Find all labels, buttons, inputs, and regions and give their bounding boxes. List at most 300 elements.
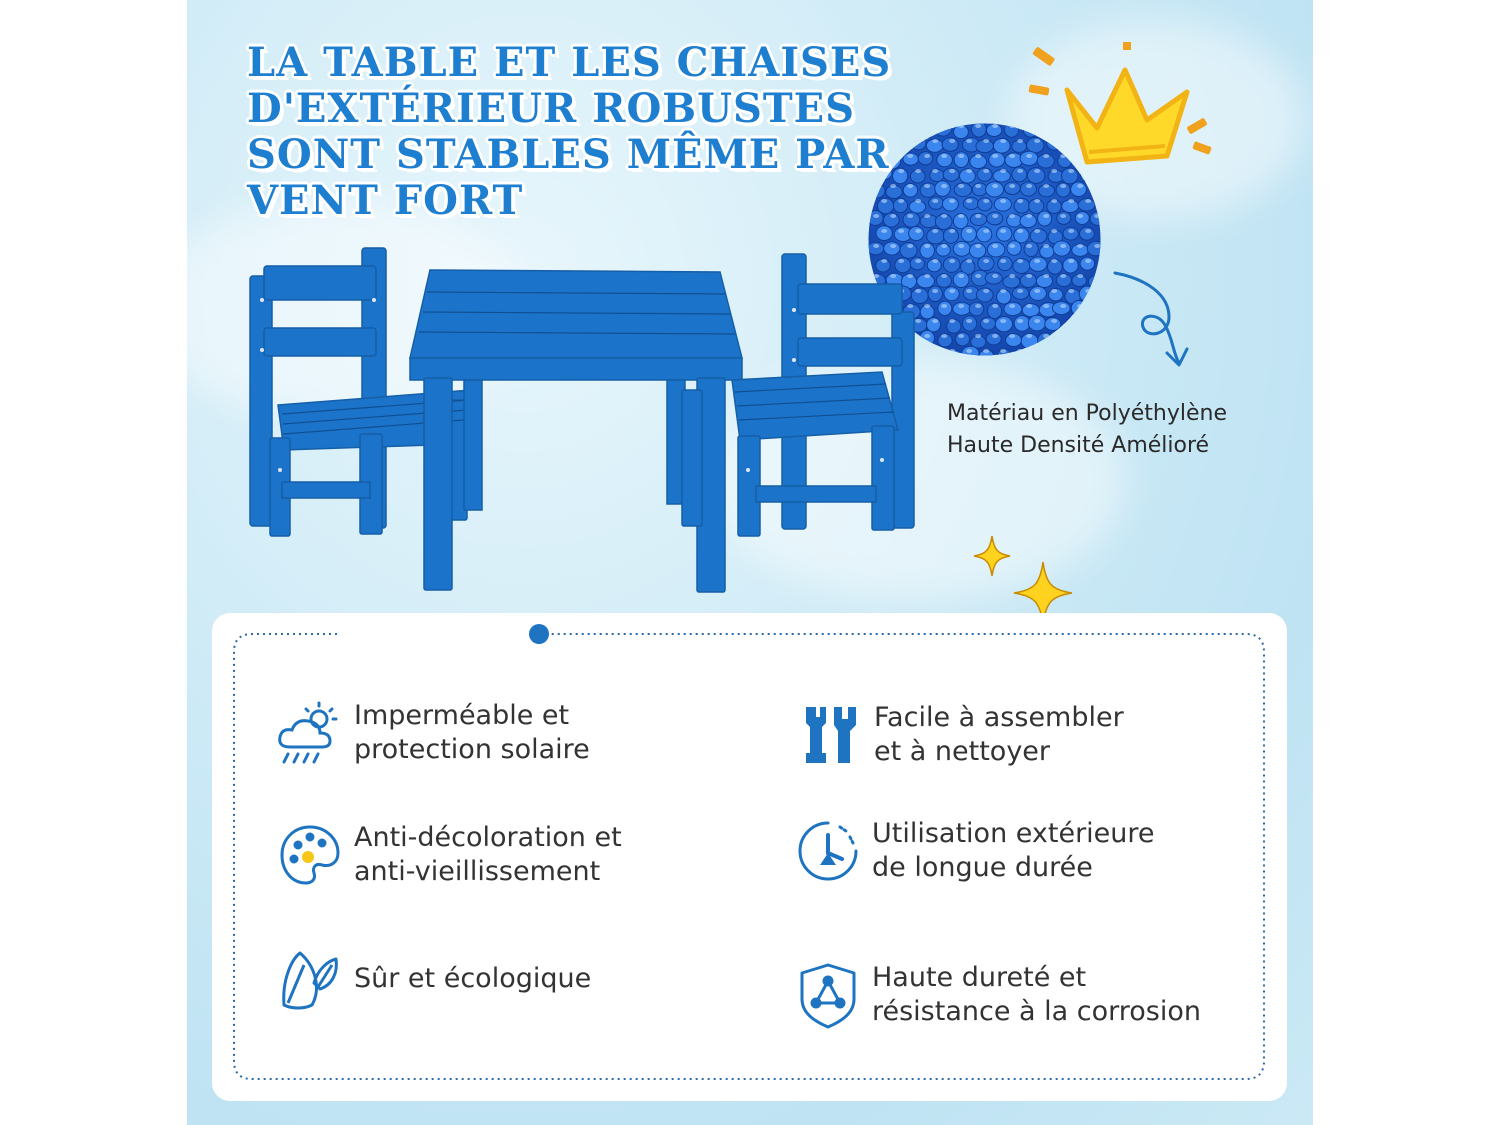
pellet	[867, 211, 883, 226]
pellet-highlight	[1009, 244, 1015, 248]
pellet-highlight	[966, 139, 972, 143]
pellet	[1087, 241, 1102, 256]
pellet	[1038, 211, 1052, 226]
pellet-highlight	[1017, 169, 1023, 173]
pellet-highlight	[1051, 259, 1057, 263]
pellet	[1031, 349, 1045, 357]
pellet	[870, 184, 885, 198]
pellet-highlight	[983, 169, 989, 173]
pellet-highlight	[949, 319, 955, 323]
pellet	[962, 316, 976, 331]
feature-long-lasting	[792, 815, 1155, 887]
leaf-icon	[274, 943, 346, 1015]
pellet-highlight	[1060, 244, 1066, 248]
pellet-highlight	[983, 289, 989, 293]
pellet	[1012, 287, 1028, 300]
pellet-highlight	[975, 184, 981, 188]
pellet	[942, 197, 958, 211]
pellet-highlight	[932, 169, 938, 173]
feature-line: Facile à assembler	[874, 702, 1124, 733]
panel-dot	[529, 624, 549, 644]
pellet-highlight	[1043, 184, 1049, 188]
pellet-highlight	[958, 244, 964, 248]
pellet	[1073, 334, 1089, 346]
feature-easy-assembly	[794, 699, 1124, 771]
pellet-highlight	[1068, 139, 1074, 143]
pellet-highlight	[1077, 124, 1083, 128]
pellet-highlight	[1085, 319, 1091, 323]
pellet-highlight	[1077, 214, 1083, 218]
feature-line: Utilisation extérieure	[872, 818, 1155, 849]
pellet-highlight	[1009, 334, 1015, 338]
pellet	[1087, 332, 1102, 345]
pellet	[1046, 346, 1061, 357]
features-panel	[212, 613, 1287, 1101]
pellet-highlight	[1043, 304, 1049, 308]
pellet-highlight	[1043, 334, 1049, 338]
pellet-highlight	[966, 349, 972, 353]
pellet-highlight	[1000, 319, 1006, 323]
pellet-highlight	[898, 169, 904, 173]
pellet-highlight	[958, 274, 964, 278]
pellet	[1040, 124, 1055, 137]
pellet-highlight	[1009, 184, 1015, 188]
pellet-highlight	[898, 199, 904, 203]
pellet	[1088, 154, 1102, 166]
pellet-highlight	[1085, 199, 1091, 203]
pellet-highlight	[949, 349, 955, 353]
pellet-highlight	[873, 214, 879, 218]
pellet-highlight	[966, 199, 972, 203]
pellet	[997, 226, 1012, 241]
caption-line: Haute Densité Amélioré	[947, 433, 1210, 458]
headline-line: SONT STABLES MÊME PAR	[247, 131, 890, 178]
pellet	[961, 226, 976, 242]
pellet-highlight	[898, 139, 904, 143]
pellet-highlight	[958, 334, 964, 338]
pellet-highlight	[1085, 139, 1091, 143]
pellet-highlight	[924, 184, 930, 188]
pellet-highlight	[1085, 349, 1091, 353]
palette-icon	[274, 819, 346, 891]
pellet	[929, 197, 944, 209]
pellet-highlight	[1085, 229, 1091, 233]
pellet-highlight	[881, 199, 887, 203]
pellet	[1057, 212, 1071, 225]
pellet-highlight	[992, 304, 998, 308]
pellet-highlight	[941, 244, 947, 248]
pellet-highlight	[1009, 154, 1015, 158]
pellet-highlight	[1094, 154, 1100, 158]
pellet-highlight	[1094, 334, 1100, 338]
pellet	[1029, 286, 1046, 300]
pellet	[911, 136, 926, 149]
pellet-highlight	[966, 229, 972, 233]
pellet-highlight	[1017, 349, 1023, 353]
pellet-highlight	[1009, 214, 1015, 218]
pellet-highlight	[1077, 244, 1083, 248]
pellet-highlight	[1043, 244, 1049, 248]
pellet	[918, 152, 933, 165]
pellet-highlight	[1077, 184, 1083, 188]
pellet-highlight	[898, 229, 904, 233]
pellet-highlight	[890, 154, 896, 158]
pellet-highlight	[958, 154, 964, 158]
pellet-highlight	[992, 244, 998, 248]
pellet	[1023, 123, 1038, 137]
pellet-highlight	[975, 334, 981, 338]
pellet-highlight	[1000, 229, 1006, 233]
pellet-highlight	[924, 214, 930, 218]
pellet-highlight	[1017, 139, 1023, 143]
pellet-highlight	[1068, 319, 1074, 323]
pellet-highlight	[1094, 304, 1100, 308]
pellet	[938, 301, 952, 315]
pellet	[901, 125, 918, 137]
pellet-highlight	[1094, 244, 1100, 248]
pellet-highlight	[1009, 124, 1015, 128]
pellet-highlight	[932, 349, 938, 353]
pellet-highlight	[1034, 199, 1040, 203]
pellet-highlight	[983, 259, 989, 263]
pellet	[980, 317, 995, 330]
pellet-highlight	[1026, 304, 1032, 308]
feature-line: de longue durée	[872, 852, 1093, 883]
pellet	[1092, 181, 1102, 196]
pellet-highlight	[949, 289, 955, 293]
pellet-highlight	[941, 214, 947, 218]
pellet-highlight	[1051, 199, 1057, 203]
pellet-highlight	[992, 274, 998, 278]
pellet-highlight	[1043, 214, 1049, 218]
pellet-highlight	[1000, 289, 1006, 293]
pellet-highlight	[932, 259, 938, 263]
pellet-highlight	[992, 214, 998, 218]
feature-line: Imperméable et	[354, 700, 570, 731]
pellet	[1014, 316, 1030, 332]
pellet	[1079, 137, 1095, 149]
feature-line: anti-vieillissement	[354, 856, 601, 887]
pellet-highlight	[915, 229, 921, 233]
pellet	[1080, 348, 1098, 357]
pellet-highlight	[1085, 169, 1091, 173]
pellet	[1074, 122, 1090, 136]
pellet-highlight	[881, 169, 887, 173]
pellet-highlight	[941, 154, 947, 158]
pellet	[876, 167, 892, 180]
pellet-highlight	[949, 259, 955, 263]
pellet-highlight	[924, 154, 930, 158]
pellet-highlight	[915, 199, 921, 203]
pellet-highlight	[983, 229, 989, 233]
pellet-highlight	[1077, 154, 1083, 158]
pellet	[1004, 122, 1018, 137]
pellet-highlight	[1034, 289, 1040, 293]
pellet-highlight	[1026, 244, 1032, 248]
pellet-highlight	[975, 274, 981, 278]
pellet-highlight	[1026, 124, 1032, 128]
pellet	[935, 181, 951, 197]
pellet-highlight	[1094, 274, 1100, 278]
pellet-highlight	[1009, 304, 1015, 308]
pellet-highlight	[932, 199, 938, 203]
pellet	[1028, 315, 1045, 331]
pellet-highlight	[975, 244, 981, 248]
spark-icon	[1192, 141, 1212, 155]
pellet	[878, 136, 893, 151]
sun-cloud-rain-icon	[274, 697, 346, 769]
pellet	[1071, 182, 1087, 197]
pellet-highlight	[890, 184, 896, 188]
pellet-highlight	[1017, 229, 1023, 233]
pellet-highlight	[890, 214, 896, 218]
pellet-highlight	[1034, 139, 1040, 143]
pellet-highlight	[890, 124, 896, 128]
pellet-highlight	[1060, 154, 1066, 158]
pellet	[885, 153, 900, 169]
pellet-highlight	[1043, 274, 1049, 278]
pellet-highlight	[975, 214, 981, 218]
pellet-highlight	[1034, 259, 1040, 263]
pellet	[978, 256, 994, 271]
pellet-highlight	[1094, 184, 1100, 188]
pellet-highlight	[949, 199, 955, 203]
pellet-highlight	[975, 154, 981, 158]
feature-line: résistance à la corrosion	[872, 996, 1202, 1027]
feature-line: protection solaire	[354, 734, 590, 765]
pellet-highlight	[1051, 139, 1057, 143]
pellet-highlight	[1000, 169, 1006, 173]
pellet-highlight	[966, 289, 972, 293]
pellet	[869, 124, 883, 137]
clock-icon	[792, 815, 864, 887]
pellet-highlight	[1009, 274, 1015, 278]
pellet-highlight	[1068, 199, 1074, 203]
pellet-highlight	[1094, 214, 1100, 218]
headline-line: D'EXTÉRIEUR ROBUSTES	[247, 85, 856, 132]
pellet	[969, 302, 984, 316]
pellet-highlight	[958, 184, 964, 188]
pellet	[1057, 332, 1074, 346]
spark-icon	[1186, 118, 1207, 135]
pellet	[1029, 257, 1047, 272]
pellet-highlight	[1085, 259, 1091, 263]
pellet-highlight	[1026, 334, 1032, 338]
pellet-highlight	[1060, 304, 1066, 308]
pellet	[953, 241, 970, 256]
feature-line: Sûr et écologique	[354, 963, 592, 994]
sparkle-icon	[972, 534, 1012, 578]
pellet-highlight	[1051, 319, 1057, 323]
pellet-highlight	[1060, 274, 1066, 278]
pellet-highlight	[873, 154, 879, 158]
spark-icon	[1123, 42, 1131, 50]
pellet-highlight	[949, 169, 955, 173]
pellet	[876, 226, 892, 241]
pellet	[1063, 349, 1080, 357]
pellet	[995, 316, 1012, 331]
curly-arrow-icon	[1107, 265, 1197, 375]
pellet-highlight	[1077, 304, 1083, 308]
pellet-highlight	[1051, 349, 1057, 353]
pellet-highlight	[1068, 349, 1074, 353]
pellet-highlight	[992, 124, 998, 128]
pellet-highlight	[1068, 289, 1074, 293]
feature-waterproof	[274, 697, 590, 769]
pellet-highlight	[881, 139, 887, 143]
pellet-highlight	[1077, 274, 1083, 278]
pellet	[894, 139, 911, 154]
pellet-highlight	[1026, 184, 1032, 188]
pellet	[1063, 136, 1078, 151]
pellet-highlight	[1034, 319, 1040, 323]
pellet-highlight	[1000, 259, 1006, 263]
pellet	[963, 197, 978, 209]
pellet-highlight	[975, 304, 981, 308]
pellet-highlight	[915, 139, 921, 143]
pellet-highlight	[941, 184, 947, 188]
pellet-highlight	[1000, 139, 1006, 143]
pellet	[1071, 301, 1086, 316]
pellet-highlight	[1051, 229, 1057, 233]
headline-line: LA TABLE ET LES CHAISES	[247, 39, 892, 86]
pellet-highlight	[941, 304, 947, 308]
pellet-highlight	[1060, 214, 1066, 218]
pellet-highlight	[907, 124, 913, 128]
pellet-highlight	[1017, 319, 1023, 323]
pellet-highlight	[983, 139, 989, 143]
spark-icon	[1032, 46, 1055, 66]
caption-line: Matériau en Polyéthylène	[947, 401, 1227, 426]
headline	[247, 39, 892, 224]
pellet-highlight	[941, 274, 947, 278]
pellet	[1080, 227, 1095, 240]
pellet-highlight	[873, 184, 879, 188]
pellet	[1004, 182, 1020, 195]
product-poster	[187, 0, 1313, 1125]
pellet-highlight	[1068, 229, 1074, 233]
wrench-icon	[794, 699, 866, 771]
pellet-highlight	[1060, 334, 1066, 338]
pellet-highlight	[873, 124, 879, 128]
pellet-highlight	[992, 334, 998, 338]
pellet	[909, 227, 924, 241]
pellet-highlight	[966, 169, 972, 173]
pellet-highlight	[941, 124, 947, 128]
pellet-highlight	[1034, 349, 1040, 353]
pellet	[1089, 302, 1102, 317]
pellet-highlight	[1085, 289, 1091, 293]
pellet	[919, 124, 934, 138]
material-caption	[947, 398, 1307, 462]
pellet-highlight	[1043, 124, 1049, 128]
pellet-highlight	[1017, 259, 1023, 263]
pellet	[1079, 286, 1095, 302]
pellet-highlight	[958, 304, 964, 308]
pellet-highlight	[992, 154, 998, 158]
pellet-highlight	[1034, 229, 1040, 233]
pellet-highlight	[958, 124, 964, 128]
pellet-highlight	[881, 229, 887, 233]
pellet-highlight	[966, 319, 972, 323]
pellet-highlight	[1051, 169, 1057, 173]
pellet-highlight	[1026, 214, 1032, 218]
pellet-highlight	[1094, 124, 1100, 128]
pellet-highlight	[983, 199, 989, 203]
pellet-highlight	[1017, 289, 1023, 293]
pellet	[998, 257, 1013, 271]
pellet-highlight	[907, 214, 913, 218]
pellet-highlight	[1060, 124, 1066, 128]
pellet-highlight	[932, 319, 938, 323]
pellet	[1090, 212, 1102, 226]
pellet-highlight	[1000, 199, 1006, 203]
pellet-highlight	[924, 124, 930, 128]
pellet-highlight	[932, 229, 938, 233]
pellet	[1024, 241, 1038, 256]
shield-icon	[792, 959, 864, 1031]
feature-hardness	[792, 959, 1201, 1031]
pellet-highlight	[949, 229, 955, 233]
pellet	[867, 154, 882, 166]
spark-icon	[1028, 84, 1049, 95]
feature-eco-friendly	[274, 943, 591, 1015]
feature-line: Anti-décoloration et	[354, 822, 622, 853]
pellet	[1080, 166, 1095, 182]
pellet	[944, 287, 959, 301]
pellet	[1052, 302, 1070, 315]
pellet	[1080, 257, 1095, 270]
pellet-highlight	[1060, 184, 1066, 188]
pellet-highlight	[1017, 199, 1023, 203]
feature-anti-fading	[274, 819, 622, 891]
pellet	[1088, 275, 1102, 288]
pellet-highlight	[1034, 169, 1040, 173]
pellet-highlight	[1077, 334, 1083, 338]
pellet-highlight	[1051, 289, 1057, 293]
pellet-highlight	[932, 139, 938, 143]
pellet-highlight	[992, 184, 998, 188]
pellet	[884, 122, 902, 135]
pellet	[1053, 241, 1070, 256]
pellet-highlight	[1026, 274, 1032, 278]
pellet	[1020, 182, 1036, 196]
pellet-highlight	[1068, 169, 1074, 173]
pellet	[1054, 122, 1070, 136]
pellet-highlight	[907, 154, 913, 158]
pellet-highlight	[1026, 154, 1032, 158]
pellet	[987, 212, 1003, 225]
pellet	[1081, 316, 1098, 331]
pellet-highlight	[958, 214, 964, 218]
pellet	[985, 272, 1002, 284]
pellet	[1091, 123, 1102, 136]
headline-line: VENT FORT	[247, 177, 524, 224]
pellet-highlight	[983, 319, 989, 323]
pellet	[934, 122, 952, 136]
table-and-chairs-image	[242, 240, 932, 610]
pellet-highlight	[966, 259, 972, 263]
pellet	[1065, 318, 1080, 333]
pellet-highlight	[983, 349, 989, 353]
pellet-highlight	[949, 139, 955, 143]
pellet-highlight	[941, 334, 947, 338]
pellet-highlight	[975, 124, 981, 128]
pellet-highlight	[915, 169, 921, 173]
feature-line: et à nettoyer	[874, 736, 1051, 767]
pellet-highlight	[1043, 154, 1049, 158]
pellet-highlight	[932, 289, 938, 293]
